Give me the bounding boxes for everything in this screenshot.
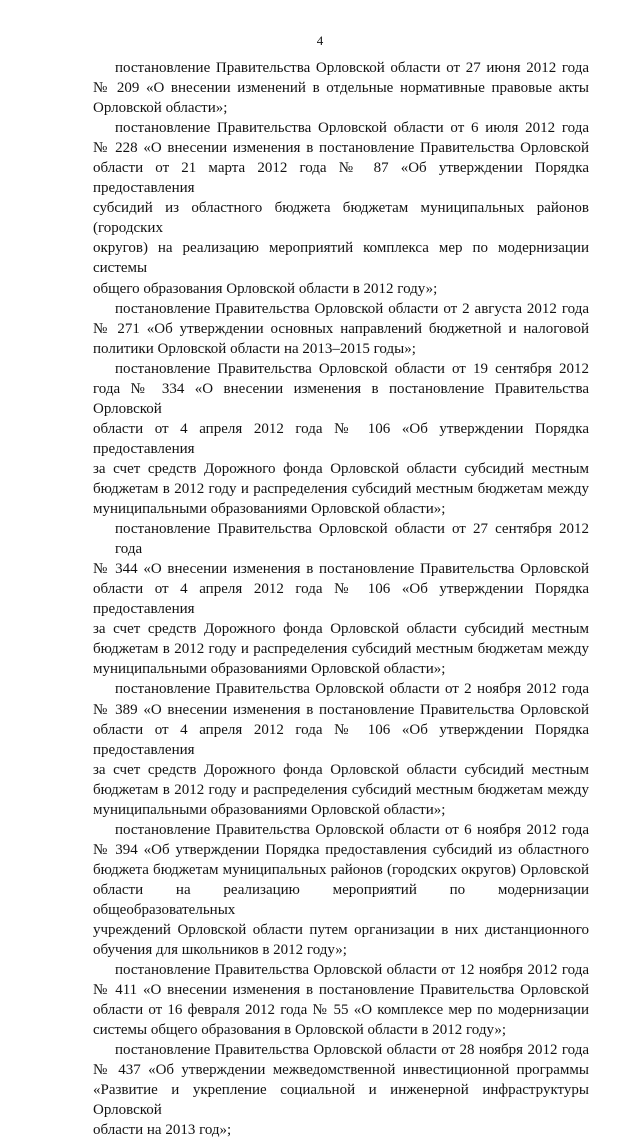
paragraph-line: постановление Правительства Орловской области от 28 ноября 2012 года <box>115 1042 589 1059</box>
paragraph-line: муниципальными образованиями Орловской области»; <box>93 661 446 678</box>
paragraph-line: области от 16 февраля 2012 года № 55 «О комплексе мер по модернизации <box>93 1002 589 1019</box>
paragraph <box>93 58 589 118</box>
paragraph-line: области на 2013 год»; <box>93 1122 232 1139</box>
paragraph-line: бюджетам в 2012 году и распределения субсидий местным бюджетам между <box>93 641 589 658</box>
paragraph <box>93 299 589 359</box>
paragraph-line: бюджетам в 2012 году и распределения субсидий местным бюджетам между <box>93 480 589 497</box>
paragraph <box>93 820 589 960</box>
paragraph-line: постановление Правительства Орловской области от 27 сентября 2012 года <box>115 521 589 558</box>
paragraph-line: области от 21 марта 2012 года № 87 «Об утверждении Порядка предоставления <box>93 160 589 197</box>
paragraph <box>93 519 589 679</box>
paragraph-line: обучения для школьников в 2012 году»; <box>93 942 347 959</box>
paragraph-line: субсидий из областного бюджета бюджетам муниципальных районов (городских <box>93 200 589 237</box>
paragraph-line: бюджетам в 2012 году и распределения субсидий местным бюджетам между <box>93 781 589 798</box>
paragraph-line: Орловской области»; <box>93 100 228 117</box>
paragraph-line: постановление Правительства Орловской области от 6 ноября 2012 года <box>115 821 589 838</box>
paragraph-line: области на реализацию мероприятий по модернизации общеобразовательных <box>93 881 589 918</box>
paragraph-line: бюджета бюджетам муниципальных районов (городских округов) Орловской <box>93 861 589 878</box>
paragraph <box>93 960 589 1040</box>
paragraph-line: № 389 «О внесении изменения в постановление Правительства Орловской <box>93 701 589 718</box>
paragraph-line: области от 4 апреля 2012 года № 106 «Об утверждении Порядка предоставления <box>93 581 589 618</box>
paragraph-line: постановление Правительства Орловской области от 27 июня 2012 года <box>115 60 589 76</box>
paragraph-line: № 437 «Об утверждении межведомственной инвестиционной программы <box>93 1062 589 1079</box>
paragraph-line: № 411 «О внесении изменения в постановление Правительства Орловской <box>93 982 589 999</box>
paragraph-line: системы общего образования в Орловской области в 2012 году»; <box>93 1022 507 1039</box>
paragraph-line: общего образования Орловской области в 2012 году»; <box>93 280 438 297</box>
paragraph-line: «Развитие и укрепление социальной и инженерной инфраструктуры Орловской <box>93 1082 589 1119</box>
paragraph-line: постановление Правительства Орловской области от 6 июля 2012 года <box>115 120 589 137</box>
paragraph-line: № 271 «Об утверждении основных направлений бюджетной и налоговой <box>93 320 589 337</box>
paragraph-line: муниципальными образованиями Орловской области»; <box>93 801 446 818</box>
paragraph-line: постановление Правительства Орловской области от 12 ноября 2012 года <box>115 962 589 979</box>
paragraph-line: № 344 «О внесении изменения в постановление Правительства Орловской <box>93 561 589 578</box>
paragraph-line: года № 334 «О внесении изменения в постановление Правительства Орловской <box>93 380 589 417</box>
paragraph-line: муниципальными образованиями Орловской области»; <box>93 501 446 518</box>
paragraph-line: области от 4 апреля 2012 года № 106 «Об утверждении Порядка предоставления <box>93 721 589 758</box>
paragraph-line: за счет средств Дорожного фонда Орловской области субсидий местным <box>93 761 589 778</box>
paragraph-line: № 209 «О внесении изменений в отдельные нормативные правовые акты <box>93 80 589 97</box>
paragraph-line: постановление Правительства Орловской области от 2 ноября 2012 года <box>115 681 589 698</box>
page-number: 4 <box>316 33 324 48</box>
paragraph-line: политики Орловской области на 2013–2015 годы»; <box>93 340 416 357</box>
paragraph-line: области от 4 апреля 2012 года № 106 «Об утверждении Порядка предоставления <box>93 420 589 457</box>
paragraph <box>93 359 589 519</box>
paragraph <box>93 679 589 819</box>
paragraph-line: № 228 «О внесении изменения в постановление Правительства Орловской <box>93 140 589 157</box>
paragraph-line: за счет средств Дорожного фонда Орловской области субсидий местным <box>93 621 589 638</box>
paragraph <box>93 1040 589 1140</box>
paragraph <box>93 118 589 298</box>
paragraph-line: округов) на реализацию мероприятий комплекса мер по модернизации системы <box>93 240 589 277</box>
document-body <box>93 58 589 1141</box>
paragraph-line: учреждений Орловской области путем организации в них дистанционного <box>93 922 589 939</box>
paragraph-line: за счет средств Дорожного фонда Орловской области субсидий местным <box>93 460 589 477</box>
paragraph-line: постановление Правительства Орловской области от 19 сентября 2012 <box>115 360 589 377</box>
paragraph-line: постановление Правительства Орловской области от 2 августа 2012 года <box>115 300 589 317</box>
paragraph-line: № 394 «Об утверждении Порядка предоставления субсидий из областного <box>93 841 589 858</box>
